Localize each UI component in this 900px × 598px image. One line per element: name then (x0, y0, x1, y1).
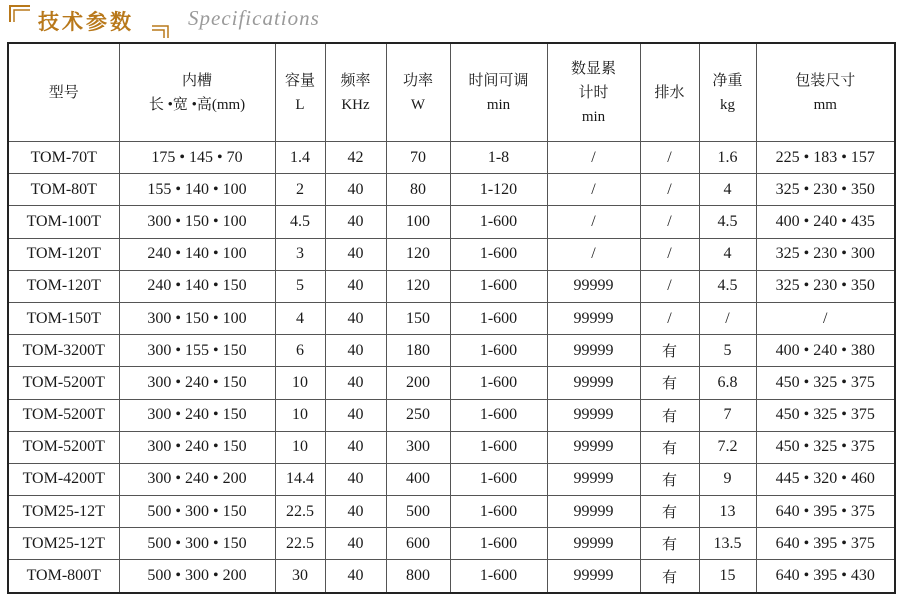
table-cell: 250 (386, 399, 450, 431)
table-cell: 有 (640, 431, 699, 463)
table-cell: 325 • 230 • 350 (756, 174, 895, 206)
column-header-line: min (486, 96, 511, 113)
table-cell: 1.6 (699, 142, 756, 174)
table-cell: 300 (386, 431, 450, 463)
table-cell: 180 (386, 335, 450, 367)
table-cell: 99999 (547, 302, 640, 334)
table-cell: 325 • 230 • 350 (756, 270, 895, 302)
table-cell: 1-600 (450, 302, 547, 334)
table-cell: 99999 (547, 431, 640, 463)
column-header-line: 排水 (654, 84, 685, 101)
table-cell: 10 (275, 399, 325, 431)
table-cell: 1-600 (450, 528, 547, 560)
table-cell: 有 (640, 496, 699, 528)
table-cell: 325 • 230 • 300 (756, 238, 895, 270)
table-cell: 9 (699, 463, 756, 495)
table-cell: 240 • 140 • 100 (119, 238, 275, 270)
column-header-line: 功率 (402, 72, 433, 89)
table-cell: 300 • 240 • 150 (119, 399, 275, 431)
table-cell: 500 (386, 496, 450, 528)
table-cell: 40 (325, 270, 386, 302)
table-cell: / (756, 302, 895, 334)
table-cell: 40 (325, 238, 386, 270)
table-row (8, 206, 895, 238)
model-cell: TOM-3200T (8, 335, 119, 367)
table-row (8, 463, 895, 495)
column-header (386, 43, 450, 142)
column-header-line: 型号 (48, 84, 79, 101)
column-header-line: 容量 (284, 72, 315, 89)
table-cell: 30 (275, 560, 325, 593)
model-cell: TOM-5200T (8, 367, 119, 399)
model-cell: TOM-5200T (8, 431, 119, 463)
column-header-line: 长 •宽 •高(mm) (148, 96, 246, 113)
table-cell: 450 • 325 • 375 (756, 399, 895, 431)
table-cell: / (640, 142, 699, 174)
table-row (8, 142, 895, 174)
column-header (450, 43, 547, 142)
table-row (8, 399, 895, 431)
table-cell: / (547, 206, 640, 238)
table-cell: 445 • 320 • 460 (756, 463, 895, 495)
table-row (8, 238, 895, 270)
table-row (8, 431, 895, 463)
table-cell: 40 (325, 496, 386, 528)
table-cell: 有 (640, 463, 699, 495)
section-header (0, 0, 900, 40)
column-header-line: W (410, 96, 426, 113)
table-cell: 40 (325, 335, 386, 367)
table-cell: 99999 (547, 270, 640, 302)
column-header-line: 时间可调 (468, 72, 529, 89)
table-cell: 1-600 (450, 399, 547, 431)
column-header-line: 包装尺寸 (795, 72, 856, 89)
column-header-line: L (295, 96, 305, 113)
table-cell: 22.5 (275, 528, 325, 560)
table-cell: 500 • 300 • 200 (119, 560, 275, 593)
table-cell: 13.5 (699, 528, 756, 560)
table-cell: 40 (325, 528, 386, 560)
table-cell: 40 (325, 302, 386, 334)
column-header-line: min (581, 108, 606, 125)
table-cell: 4.5 (275, 206, 325, 238)
table-cell: 1-600 (450, 335, 547, 367)
table-cell: 1-600 (450, 238, 547, 270)
table-cell: 1-600 (450, 560, 547, 593)
table-row (8, 302, 895, 334)
section-subtitle: Specifications (188, 6, 320, 30)
column-header (756, 43, 895, 142)
table-cell: 有 (640, 335, 699, 367)
table-cell: / (640, 302, 699, 334)
column-header (119, 43, 275, 142)
table-cell: 640 • 395 • 430 (756, 560, 895, 593)
model-cell: TOM-120T (8, 270, 119, 302)
column-header-line: mm (813, 96, 837, 113)
table-cell: 40 (325, 399, 386, 431)
table-cell: 1-600 (450, 206, 547, 238)
table-cell: 99999 (547, 335, 640, 367)
table-cell: 300 • 240 • 150 (119, 431, 275, 463)
table-cell: 4.5 (699, 206, 756, 238)
table-cell: 800 (386, 560, 450, 593)
table-row (8, 528, 895, 560)
table-cell: 300 • 240 • 150 (119, 367, 275, 399)
table-row (8, 174, 895, 206)
table-cell: 40 (325, 431, 386, 463)
table-cell: 500 • 300 • 150 (119, 496, 275, 528)
table-cell: 3 (275, 238, 325, 270)
corner-bracket-decoration (8, 4, 32, 24)
column-header (699, 43, 756, 142)
table-cell: 有 (640, 528, 699, 560)
column-header (275, 43, 325, 142)
table-cell: 15 (699, 560, 756, 593)
table-cell: 有 (640, 560, 699, 593)
table-cell: 200 (386, 367, 450, 399)
column-header (547, 43, 640, 142)
column-header-line: 净重 (712, 72, 743, 89)
table-cell: 13 (699, 496, 756, 528)
model-cell: TOM-70T (8, 142, 119, 174)
table-cell: 120 (386, 270, 450, 302)
table-cell: / (640, 174, 699, 206)
table-cell: 1-600 (450, 367, 547, 399)
column-header (325, 43, 386, 142)
table-cell: / (640, 270, 699, 302)
column-header (640, 43, 699, 142)
table-row (8, 560, 895, 593)
table-cell: 300 • 150 • 100 (119, 302, 275, 334)
table-cell: / (699, 302, 756, 334)
table-cell: 225 • 183 • 157 (756, 142, 895, 174)
table-row (8, 335, 895, 367)
table-cell: 40 (325, 206, 386, 238)
table-cell: 1.4 (275, 142, 325, 174)
table-cell: 70 (386, 142, 450, 174)
table-cell: 有 (640, 399, 699, 431)
table-cell: 1-600 (450, 463, 547, 495)
table-cell: 2 (275, 174, 325, 206)
table-cell: 100 (386, 206, 450, 238)
table-row (8, 496, 895, 528)
table-cell: 640 • 395 • 375 (756, 528, 895, 560)
table-cell: 400 • 240 • 435 (756, 206, 895, 238)
model-cell: TOM25-12T (8, 528, 119, 560)
table-cell: 5 (275, 270, 325, 302)
model-cell: TOM-120T (8, 238, 119, 270)
table-cell: 300 • 240 • 200 (119, 463, 275, 495)
table-cell: 10 (275, 431, 325, 463)
model-cell: TOM-150T (8, 302, 119, 334)
table-cell: 4.5 (699, 270, 756, 302)
table-cell: 22.5 (275, 496, 325, 528)
table-cell: 120 (386, 238, 450, 270)
table-cell: 4 (699, 174, 756, 206)
table-cell: 99999 (547, 528, 640, 560)
table-cell: 40 (325, 560, 386, 593)
column-header-line: 内槽 (181, 72, 212, 89)
table-cell: 155 • 140 • 100 (119, 174, 275, 206)
table-cell: / (640, 206, 699, 238)
table-cell: / (547, 238, 640, 270)
table-cell: 240 • 140 • 150 (119, 270, 275, 302)
column-header-line: 数显累 (570, 60, 616, 77)
table-header-row (8, 43, 895, 142)
model-cell: TOM25-12T (8, 496, 119, 528)
model-cell: TOM-800T (8, 560, 119, 593)
table-cell: 450 • 325 • 375 (756, 367, 895, 399)
table-cell: 175 • 145 • 70 (119, 142, 275, 174)
table-cell: 1-120 (450, 174, 547, 206)
table-cell: 4 (275, 302, 325, 334)
table-cell: 5 (699, 335, 756, 367)
table-cell: 7.2 (699, 431, 756, 463)
table-cell: 7 (699, 399, 756, 431)
table-cell: 640 • 395 • 375 (756, 496, 895, 528)
table-cell: 1-600 (450, 496, 547, 528)
table-cell: 6 (275, 335, 325, 367)
table-cell: / (547, 142, 640, 174)
table-cell: 400 (386, 463, 450, 495)
table-cell: / (547, 174, 640, 206)
table-cell: 40 (325, 367, 386, 399)
column-header (8, 43, 119, 142)
table-cell: 6.8 (699, 367, 756, 399)
model-cell: TOM-4200T (8, 463, 119, 495)
corner-bracket-decoration (150, 24, 174, 40)
table-cell: 1-8 (450, 142, 547, 174)
model-cell: TOM-5200T (8, 399, 119, 431)
table-body (8, 142, 895, 593)
table-row (8, 270, 895, 302)
column-header-line: KHz (341, 96, 370, 113)
model-cell: TOM-80T (8, 174, 119, 206)
table-cell: 99999 (547, 560, 640, 593)
table-cell: 99999 (547, 399, 640, 431)
table-cell: 99999 (547, 463, 640, 495)
table-cell: 40 (325, 174, 386, 206)
model-cell: TOM-100T (8, 206, 119, 238)
table-cell: 有 (640, 367, 699, 399)
table-cell: 150 (386, 302, 450, 334)
table-cell: 99999 (547, 496, 640, 528)
column-header-line: 频率 (340, 72, 371, 89)
table-cell: 10 (275, 367, 325, 399)
table-cell: 300 • 150 • 100 (119, 206, 275, 238)
table-cell: 300 • 155 • 150 (119, 335, 275, 367)
table-cell: 600 (386, 528, 450, 560)
section-title: 技术参数 (38, 10, 134, 34)
table-cell: 99999 (547, 367, 640, 399)
table-cell: 1-600 (450, 431, 547, 463)
table-cell: 500 • 300 • 150 (119, 528, 275, 560)
table-cell: 80 (386, 174, 450, 206)
table-cell: 14.4 (275, 463, 325, 495)
column-header-line: kg (720, 96, 735, 113)
table-row (8, 367, 895, 399)
column-header-line: 计时 (578, 84, 609, 101)
table-cell: 400 • 240 • 380 (756, 335, 895, 367)
table-cell: 450 • 325 • 375 (756, 431, 895, 463)
specifications-table (7, 42, 896, 594)
table-cell: 4 (699, 238, 756, 270)
table-cell: 40 (325, 463, 386, 495)
table-cell: / (640, 238, 699, 270)
table-cell: 1-600 (450, 270, 547, 302)
table-cell: 42 (325, 142, 386, 174)
